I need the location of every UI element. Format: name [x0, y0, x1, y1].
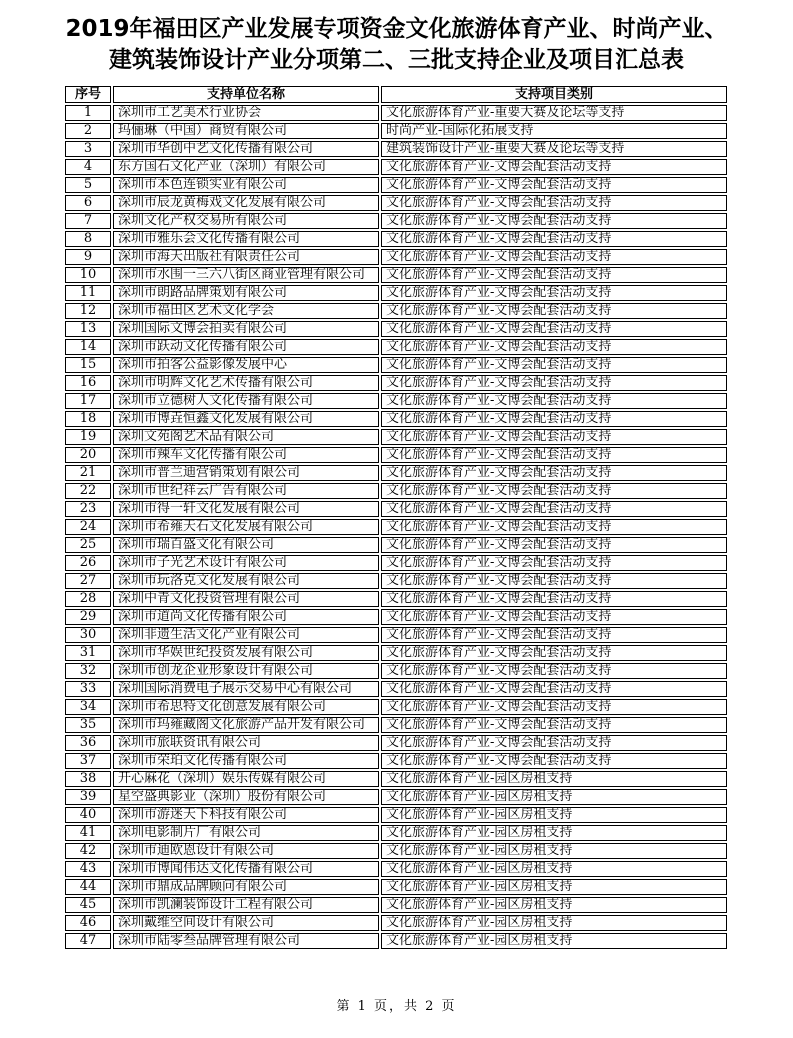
- row-unit-name: 深圳中青文化投资管理有限公司: [113, 591, 379, 607]
- row-project-category: 文化旅游体育产业-园区房租支持: [381, 771, 727, 787]
- header-unit-name: 支持单位名称: [113, 86, 379, 103]
- row-project-category: 文化旅游体育产业-文博会配套活动支持: [381, 465, 727, 481]
- row-serial-number: 46: [65, 915, 111, 931]
- row-serial-number: 33: [65, 681, 111, 697]
- table-row: [65, 735, 727, 751]
- row-serial-number: 37: [65, 753, 111, 769]
- row-serial-number: 42: [65, 843, 111, 859]
- row-unit-name: 深圳市荣珀文化传播有限公司: [113, 753, 379, 769]
- row-project-category: 文化旅游体育产业-园区房租支持: [381, 879, 727, 895]
- row-serial-number: 39: [65, 789, 111, 805]
- row-unit-name: 开心麻花（深圳）娱乐传媒有限公司: [113, 771, 379, 787]
- row-unit-name: 深圳国际消费电子展示交易中心有限公司: [113, 681, 379, 697]
- table-row: [65, 807, 727, 823]
- row-unit-name: 深圳市立德树人文化传播有限公司: [113, 393, 379, 409]
- row-project-category: 文化旅游体育产业-文博会配套活动支持: [381, 447, 727, 463]
- row-unit-name: 深圳市拍客公益影像发展中心: [113, 357, 379, 373]
- row-project-category: 文化旅游体育产业-园区房租支持: [381, 843, 727, 859]
- row-project-category: 文化旅游体育产业-文博会配套活动支持: [381, 753, 727, 769]
- row-project-category: 文化旅游体育产业-文博会配套活动支持: [381, 393, 727, 409]
- table-row: [65, 321, 727, 337]
- row-serial-number: 8: [65, 231, 111, 247]
- table-row: [65, 753, 727, 769]
- row-serial-number: 5: [65, 177, 111, 193]
- table-row: [65, 303, 727, 319]
- row-unit-name: 深圳市辣车文化传播有限公司: [113, 447, 379, 463]
- row-project-category: 文化旅游体育产业-文博会配套活动支持: [381, 231, 727, 247]
- row-serial-number: 29: [65, 609, 111, 625]
- row-serial-number: 26: [65, 555, 111, 571]
- row-project-category: 文化旅游体育产业-园区房租支持: [381, 897, 727, 913]
- row-unit-name: 深圳市子光艺术设计有限公司: [113, 555, 379, 571]
- table-row: [65, 717, 727, 733]
- row-unit-name: 深圳市世纪祥云广告有限公司: [113, 483, 379, 499]
- row-project-category: 文化旅游体育产业-文博会配套活动支持: [381, 681, 727, 697]
- row-serial-number: 21: [65, 465, 111, 481]
- row-unit-name: 深圳市辰龙黄梅戏文化发展有限公司: [113, 195, 379, 211]
- table-row: [65, 213, 727, 229]
- table-row: [65, 393, 727, 409]
- table-row: [65, 105, 727, 121]
- row-unit-name: 深圳市博闻伟达文化传播有限公司: [113, 861, 379, 877]
- row-serial-number: 12: [65, 303, 111, 319]
- row-project-category: 文化旅游体育产业-文博会配套活动支持: [381, 339, 727, 355]
- table-row: [65, 879, 727, 895]
- row-unit-name: 玛俪琳（中国）商贸有限公司: [113, 123, 379, 139]
- row-serial-number: 9: [65, 249, 111, 265]
- row-serial-number: 38: [65, 771, 111, 787]
- row-unit-name: 深圳市水围一三六八街区商业管理有限公司: [113, 267, 379, 283]
- row-project-category: 文化旅游体育产业-文博会配套活动支持: [381, 537, 727, 553]
- row-serial-number: 34: [65, 699, 111, 715]
- row-project-category: 文化旅游体育产业-园区房租支持: [381, 807, 727, 823]
- header-project-category: 支持项目类别: [381, 86, 727, 103]
- row-unit-name: 深圳市福田区艺术文化学会: [113, 303, 379, 319]
- row-project-category: 文化旅游体育产业-园区房租支持: [381, 915, 727, 931]
- row-unit-name: 东方国石文化产业（深圳）有限公司: [113, 159, 379, 175]
- table-row: [65, 267, 727, 283]
- table-row: [65, 249, 727, 265]
- row-project-category: 文化旅游体育产业-文博会配套活动支持: [381, 195, 727, 211]
- row-serial-number: 22: [65, 483, 111, 499]
- row-serial-number: 36: [65, 735, 111, 751]
- row-serial-number: 15: [65, 357, 111, 373]
- table-row: [65, 483, 727, 499]
- row-unit-name: 深圳市明辉文化艺术传播有限公司: [113, 375, 379, 391]
- row-project-category: 文化旅游体育产业-文博会配套活动支持: [381, 591, 727, 607]
- row-serial-number: 40: [65, 807, 111, 823]
- row-unit-name: 深圳戴维空间设计有限公司: [113, 915, 379, 931]
- table-row: [65, 645, 727, 661]
- row-unit-name: 深圳市鼎成品牌顾问有限公司: [113, 879, 379, 895]
- row-serial-number: 10: [65, 267, 111, 283]
- row-project-category: 文化旅游体育产业-文博会配套活动支持: [381, 411, 727, 427]
- table-row: [65, 177, 727, 193]
- row-serial-number: 1: [65, 105, 111, 121]
- row-serial-number: 43: [65, 861, 111, 877]
- row-unit-name: 深圳市朗路品牌策划有限公司: [113, 285, 379, 301]
- row-unit-name: 深圳市陆零叁品牌管理有限公司: [113, 933, 379, 949]
- row-unit-name: 深圳市道尚文化传播有限公司: [113, 609, 379, 625]
- table-row: [65, 627, 727, 643]
- row-unit-name: 深圳国际文博会拍卖有限公司: [113, 321, 379, 337]
- row-project-category: 文化旅游体育产业-文博会配套活动支持: [381, 321, 727, 337]
- row-unit-name: 深圳市博垚恒鑫文化发展有限公司: [113, 411, 379, 427]
- table-row: [65, 195, 727, 211]
- row-serial-number: 18: [65, 411, 111, 427]
- row-unit-name: 深圳市工艺美术行业协会: [113, 105, 379, 121]
- row-project-category: 建筑装饰设计产业-重要大赛及论坛等支持: [381, 141, 727, 157]
- row-serial-number: 28: [65, 591, 111, 607]
- header-serial-number: 序号: [65, 86, 111, 103]
- row-project-category: 文化旅游体育产业-文博会配套活动支持: [381, 735, 727, 751]
- row-unit-name: 深圳非遗生活文化产业有限公司: [113, 627, 379, 643]
- row-serial-number: 24: [65, 519, 111, 535]
- row-unit-name: 深圳市普兰迪营销策划有限公司: [113, 465, 379, 481]
- row-unit-name: 深圳市得一轩文化发展有限公司: [113, 501, 379, 517]
- row-unit-name: 深圳市海天出版社有限责任公司: [113, 249, 379, 265]
- table-row: [65, 411, 727, 427]
- table-row: [65, 231, 727, 247]
- table-row: [65, 555, 727, 571]
- row-unit-name: 深圳市本色连锁实业有限公司: [113, 177, 379, 193]
- table-row: [65, 465, 727, 481]
- row-unit-name: 星空盛典影业（深圳）股份有限公司: [113, 789, 379, 805]
- table-row: [65, 159, 727, 175]
- row-serial-number: 4: [65, 159, 111, 175]
- table-row: [65, 861, 727, 877]
- row-unit-name: 深圳市玩洛克文化发展有限公司: [113, 573, 379, 589]
- table-row: [65, 681, 727, 697]
- row-project-category: 文化旅游体育产业-文博会配套活动支持: [381, 627, 727, 643]
- table-row: [65, 573, 727, 589]
- row-project-category: 文化旅游体育产业-重要大赛及论坛等支持: [381, 105, 727, 121]
- row-serial-number: 44: [65, 879, 111, 895]
- table-row: [65, 429, 727, 445]
- row-project-category: 文化旅游体育产业-文博会配套活动支持: [381, 483, 727, 499]
- table-row: [65, 663, 727, 679]
- row-project-category: 文化旅游体育产业-文博会配套活动支持: [381, 663, 727, 679]
- row-serial-number: 13: [65, 321, 111, 337]
- row-serial-number: 7: [65, 213, 111, 229]
- table-row: [65, 501, 727, 517]
- row-project-category: 文化旅游体育产业-文博会配套活动支持: [381, 375, 727, 391]
- row-serial-number: 2: [65, 123, 111, 139]
- row-project-category: 文化旅游体育产业-文博会配套活动支持: [381, 285, 727, 301]
- row-project-category: 文化旅游体育产业-文博会配套活动支持: [381, 717, 727, 733]
- row-project-category: 文化旅游体育产业-园区房租支持: [381, 789, 727, 805]
- row-project-category: 文化旅游体育产业-文博会配套活动支持: [381, 213, 727, 229]
- row-unit-name: 深圳文化产权交易所有限公司: [113, 213, 379, 229]
- table-row: [65, 141, 727, 157]
- row-unit-name: 深圳市希思特文化创意发展有限公司: [113, 699, 379, 715]
- row-project-category: 文化旅游体育产业-文博会配套活动支持: [381, 177, 727, 193]
- table-row: [65, 339, 727, 355]
- row-serial-number: 3: [65, 141, 111, 157]
- row-unit-name: 深圳市玛雍藏阁文化旅游产品开发有限公司: [113, 717, 379, 733]
- row-unit-name: 深圳市跃动文化传播有限公司: [113, 339, 379, 355]
- table-row: [65, 915, 727, 931]
- row-unit-name: 深圳市华创中艺文化传播有限公司: [113, 141, 379, 157]
- table-row: [65, 447, 727, 463]
- row-serial-number: 31: [65, 645, 111, 661]
- row-unit-name: 深圳电影制片厂有限公司: [113, 825, 379, 841]
- row-project-category: 文化旅游体育产业-文博会配套活动支持: [381, 429, 727, 445]
- row-serial-number: 14: [65, 339, 111, 355]
- row-serial-number: 23: [65, 501, 111, 517]
- row-project-category: 文化旅游体育产业-文博会配套活动支持: [381, 249, 727, 265]
- row-serial-number: 17: [65, 393, 111, 409]
- row-serial-number: 27: [65, 573, 111, 589]
- row-serial-number: 45: [65, 897, 111, 913]
- row-project-category: 文化旅游体育产业-文博会配套活动支持: [381, 555, 727, 571]
- table-row: [65, 123, 727, 139]
- table-row: [65, 789, 727, 805]
- row-unit-name: 深圳市雅乐会文化传播有限公司: [113, 231, 379, 247]
- row-project-category: 文化旅游体育产业-文博会配套活动支持: [381, 159, 727, 175]
- row-serial-number: 25: [65, 537, 111, 553]
- table-row: [65, 843, 727, 859]
- table-row: [65, 537, 727, 553]
- row-serial-number: 20: [65, 447, 111, 463]
- document-title-line2: 建筑装饰设计产业分项第二、三批支持企业及项目汇总表: [109, 47, 684, 74]
- row-project-category: 文化旅游体育产业-园区房租支持: [381, 861, 727, 877]
- table-row: [65, 519, 727, 535]
- row-unit-name: 深圳市创龙企业形象设计有限公司: [113, 663, 379, 679]
- document-title-line1: 2019年福田区产业发展专项资金文化旅游体育产业、时尚产业、: [65, 16, 728, 42]
- row-serial-number: 11: [65, 285, 111, 301]
- row-project-category: 文化旅游体育产业-文博会配套活动支持: [381, 609, 727, 625]
- row-serial-number: 19: [65, 429, 111, 445]
- row-project-category: 文化旅游体育产业-园区房租支持: [381, 933, 727, 949]
- table-row: [65, 609, 727, 625]
- table-row: [65, 897, 727, 913]
- row-project-category: 文化旅游体育产业-文博会配套活动支持: [381, 699, 727, 715]
- row-unit-name: 深圳文苑阁艺术品有限公司: [113, 429, 379, 445]
- row-project-category: 文化旅游体育产业-园区房租支持: [381, 825, 727, 841]
- row-unit-name: 深圳市希雍天石文化发展有限公司: [113, 519, 379, 535]
- row-project-category: 文化旅游体育产业-文博会配套活动支持: [381, 645, 727, 661]
- row-serial-number: 41: [65, 825, 111, 841]
- row-serial-number: 35: [65, 717, 111, 733]
- table-header-row: [65, 86, 727, 103]
- row-serial-number: 16: [65, 375, 111, 391]
- table-row: [65, 375, 727, 391]
- table-row: [65, 933, 727, 949]
- table-row: [65, 285, 727, 301]
- row-unit-name: 深圳市游迷天下科技有限公司: [113, 807, 379, 823]
- row-project-category: 文化旅游体育产业-文博会配套活动支持: [381, 501, 727, 517]
- support-summary-table: [63, 84, 729, 951]
- row-unit-name: 深圳市华娱世纪投资发展有限公司: [113, 645, 379, 661]
- row-unit-name: 深圳市旅联资讯有限公司: [113, 735, 379, 751]
- page-number-footer: 第 1 页，共 2 页: [336, 999, 457, 1014]
- row-project-category: 文化旅游体育产业-文博会配套活动支持: [381, 267, 727, 283]
- table-header: [65, 86, 727, 103]
- table-row: [65, 699, 727, 715]
- table-row: [65, 825, 727, 841]
- table-body: [65, 105, 727, 949]
- table-row: [65, 771, 727, 787]
- row-project-category: 文化旅游体育产业-文博会配套活动支持: [381, 573, 727, 589]
- row-project-category: 文化旅游体育产业-文博会配套活动支持: [381, 303, 727, 319]
- table-row: [65, 357, 727, 373]
- row-serial-number: 6: [65, 195, 111, 211]
- document-title: [40, 14, 753, 76]
- table-row: [65, 591, 727, 607]
- row-unit-name: 深圳市凯澜装饰设计工程有限公司: [113, 897, 379, 913]
- row-project-category: 时尚产业-国际化拓展支持: [381, 123, 727, 139]
- row-project-category: 文化旅游体育产业-文博会配套活动支持: [381, 519, 727, 535]
- row-serial-number: 32: [65, 663, 111, 679]
- row-serial-number: 47: [65, 933, 111, 949]
- row-serial-number: 30: [65, 627, 111, 643]
- row-unit-name: 深圳市迪欧恩设计有限公司: [113, 843, 379, 859]
- row-unit-name: 深圳市瑞百盛文化有限公司: [113, 537, 379, 553]
- row-project-category: 文化旅游体育产业-文博会配套活动支持: [381, 357, 727, 373]
